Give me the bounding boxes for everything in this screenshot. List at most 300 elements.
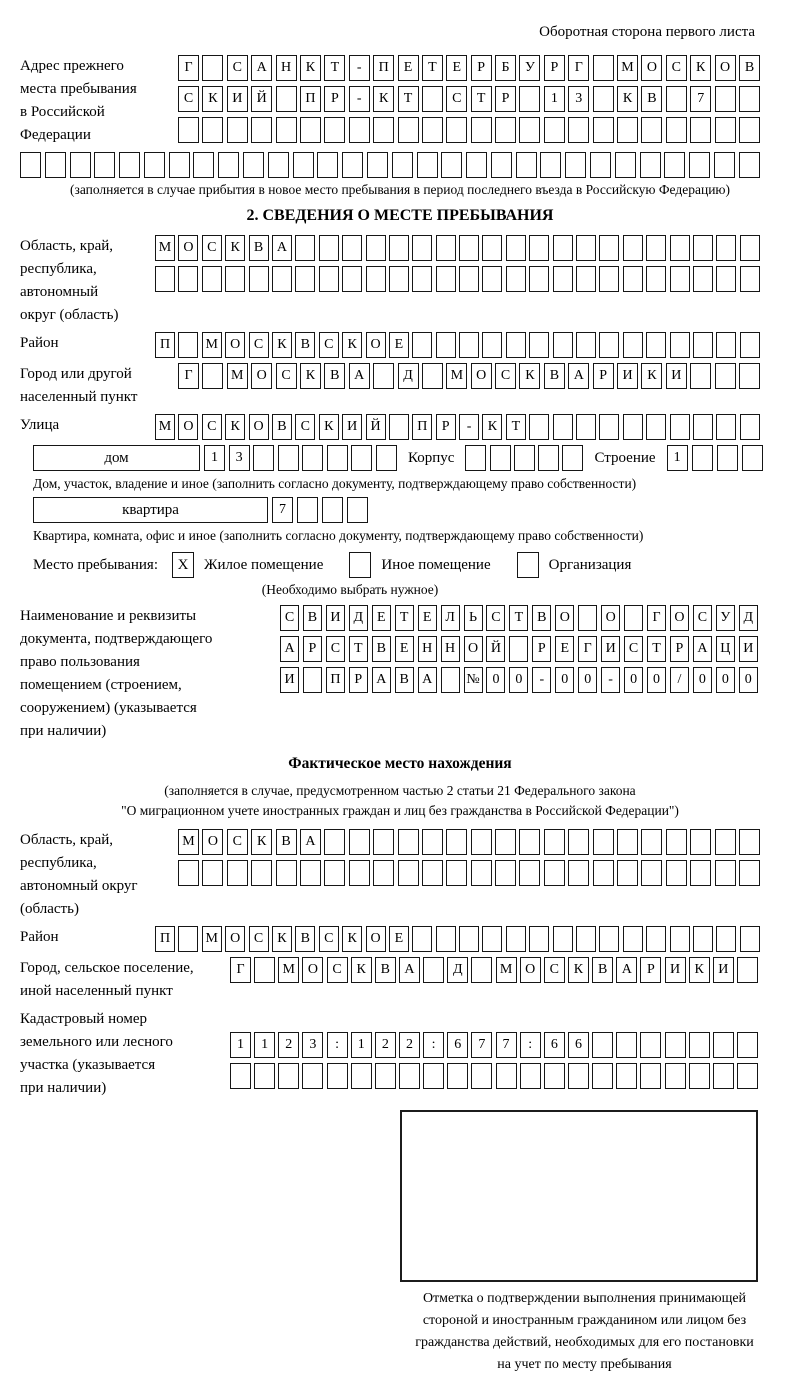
char-cell-empty (295, 235, 315, 261)
house-caption: Дом, участок, владение и иное (заполнить согласно документу, подтверждающему право собственности) (33, 476, 637, 491)
char-cell: О (251, 363, 272, 389)
char-cell-empty (739, 363, 760, 389)
char-cell: И (617, 363, 638, 389)
header-note: Оборотная сторона первого листа (539, 24, 755, 40)
char-cell-empty (690, 860, 711, 886)
char-cell-empty (251, 117, 272, 143)
char-cell: С (227, 829, 248, 855)
char-cell-empty (713, 1032, 734, 1058)
char-cell-empty (715, 86, 736, 112)
char-cell: О (641, 55, 662, 81)
text-line: в Российской (20, 104, 105, 120)
cadastre-grid (230, 1032, 758, 1089)
char-cell: Т (324, 55, 345, 81)
char-cell: 6 (544, 1032, 565, 1058)
char-cell: 2 (278, 1032, 299, 1058)
char-cell-empty (436, 266, 456, 292)
char-cell-empty (319, 266, 339, 292)
char-cell: М (278, 957, 299, 983)
char-cell-empty (529, 414, 549, 440)
checkbox-residential: X (172, 552, 194, 578)
char-cell: А (272, 235, 292, 261)
char-cell-empty (593, 55, 614, 81)
char-cell: И (665, 957, 686, 983)
char-row (230, 1032, 758, 1058)
char-cell-empty (373, 363, 394, 389)
char-cell: С (624, 636, 643, 662)
char-cell-empty (202, 266, 222, 292)
char-cell: Т (506, 414, 526, 440)
char-cell: С (319, 332, 339, 358)
apartment-row (33, 497, 800, 523)
char-cell-empty (617, 117, 638, 143)
char-cell: И (227, 86, 248, 112)
prev-address-grid (178, 55, 760, 143)
char-cell: Ь (464, 605, 483, 631)
city-row (20, 363, 800, 409)
char-cell-empty (690, 363, 711, 389)
text-line: Адрес прежнего (20, 58, 124, 74)
char-cell-empty (495, 829, 516, 855)
char-cell: В (592, 957, 613, 983)
char-cell-empty (366, 266, 386, 292)
char-cell: О (225, 332, 245, 358)
char-row (667, 445, 763, 471)
text-line: Федерации (20, 127, 91, 143)
char-cell-empty (578, 605, 597, 631)
char-cell-empty (519, 117, 540, 143)
char-cell-empty (423, 1063, 444, 1089)
actual-district-label: Район (20, 929, 59, 945)
cadastre-block (20, 1008, 800, 1100)
char-cell-empty (740, 266, 760, 292)
char-cell-empty (254, 1063, 275, 1089)
char-cell-empty (276, 117, 297, 143)
document-grid (280, 605, 758, 693)
char-row (155, 926, 760, 952)
char-cell: - (349, 86, 370, 112)
char-cell: О (178, 414, 198, 440)
char-cell-empty (599, 926, 619, 952)
char-cell: К (272, 332, 292, 358)
char-cell: И (326, 605, 345, 631)
char-cell-empty (303, 667, 322, 693)
char-cell: 0 (693, 667, 712, 693)
char-cell-empty (689, 1063, 710, 1089)
char-cell: 0 (739, 667, 758, 693)
char-cell-empty (742, 445, 763, 471)
char-cell: : (327, 1032, 348, 1058)
char-cell: К (300, 363, 321, 389)
char-cell-empty (254, 957, 275, 983)
char-cell: 7 (272, 497, 293, 523)
actual-location-caption (0, 781, 800, 821)
text-line: гражданства действий, необходимых для его постановки (415, 1335, 754, 1350)
char-cell-empty (623, 235, 643, 261)
region-block (20, 235, 800, 327)
char-cell-empty (576, 332, 596, 358)
char-cell-empty (436, 926, 456, 952)
char-cell-empty (737, 1032, 758, 1058)
char-cell: Р (349, 667, 368, 693)
char-cell: - (601, 667, 620, 693)
char-cell-empty (553, 235, 573, 261)
char-cell: К (568, 957, 589, 983)
char-cell-empty (640, 152, 661, 178)
text-line: республика, (20, 261, 97, 277)
char-cell: О (520, 957, 541, 983)
char-cell-empty (690, 117, 711, 143)
char-cell: И (713, 957, 734, 983)
char-cell-empty (422, 86, 443, 112)
text-line: документа, подтверждающего (20, 631, 213, 647)
char-row (178, 86, 760, 112)
char-cell-empty (94, 152, 115, 178)
char-cell-empty (599, 414, 619, 440)
char-cell: 7 (471, 1032, 492, 1058)
char-cell-empty (544, 829, 565, 855)
char-cell: С (202, 235, 222, 261)
char-cell-empty (641, 117, 662, 143)
option-organization-label: Организация (548, 556, 632, 573)
char-cell: О (366, 926, 386, 952)
char-cell: С (327, 957, 348, 983)
char-cell: О (670, 605, 689, 631)
char-cell-empty (716, 332, 736, 358)
char-cell-empty (351, 445, 372, 471)
char-cell-empty (666, 860, 687, 886)
char-cell: К (251, 829, 272, 855)
char-cell-empty (495, 860, 516, 886)
text-line: земельного или лесного (20, 1034, 173, 1050)
char-cell: М (202, 926, 222, 952)
char-cell-empty (506, 926, 526, 952)
char-cell: П (326, 667, 345, 693)
char-cell-empty (646, 266, 666, 292)
char-cell-empty (670, 926, 690, 952)
checkbox-organization (517, 552, 539, 578)
char-cell-empty (471, 957, 492, 983)
char-cell: Й (366, 414, 386, 440)
char-cell: И (601, 636, 620, 662)
char-cell-empty (20, 152, 41, 178)
char-row (178, 363, 760, 389)
char-cell: А (418, 667, 437, 693)
actual-city-label (20, 957, 230, 1003)
char-cell: О (249, 414, 269, 440)
char-cell-empty (544, 1063, 565, 1089)
char-cell: К (373, 86, 394, 112)
char-cell-empty (471, 829, 492, 855)
actual-region-grid (178, 829, 760, 886)
char-cell-empty (529, 332, 549, 358)
char-cell-empty (471, 860, 492, 886)
char-cell-empty (568, 117, 589, 143)
text-line: Город, сельское поселение, (20, 960, 194, 976)
char-cell: М (227, 363, 248, 389)
char-cell-empty (417, 152, 438, 178)
char-cell-empty (599, 332, 619, 358)
char-cell-empty (693, 332, 713, 358)
char-cell-empty (593, 117, 614, 143)
char-cell-empty (540, 152, 561, 178)
char-cell-empty (459, 332, 479, 358)
char-row (280, 636, 758, 662)
checkbox-other-premises (349, 552, 371, 578)
option-other-premises-label: Иное помещение (381, 556, 491, 573)
char-cell: : (423, 1032, 444, 1058)
char-cell-empty (562, 445, 583, 471)
char-cell: А (280, 636, 299, 662)
char-cell-empty (276, 860, 297, 886)
char-cell: 1 (254, 1032, 275, 1058)
char-cell: К (482, 414, 502, 440)
char-cell-empty (178, 926, 198, 952)
char-cell-empty (739, 117, 760, 143)
char-cell-empty (412, 235, 432, 261)
char-cell-empty (412, 266, 432, 292)
text-line: Город или другой (20, 366, 132, 382)
char-cell-empty (529, 235, 549, 261)
char-cell-empty (436, 332, 456, 358)
char-cell-empty (739, 152, 760, 178)
char-row-full-width (20, 152, 760, 178)
char-cell: С (544, 957, 565, 983)
char-cell-empty (268, 152, 289, 178)
char-cell-empty (459, 266, 479, 292)
char-cell: М (155, 414, 175, 440)
char-cell-empty (506, 266, 526, 292)
district-label: Район (20, 335, 59, 351)
text-line: помещением (строением, (20, 677, 182, 693)
char-cell: Р (640, 957, 661, 983)
char-cell-empty (565, 152, 586, 178)
char-cell-empty (739, 86, 760, 112)
char-cell-empty (666, 829, 687, 855)
char-cell-empty (70, 152, 91, 178)
char-cell-empty (716, 266, 736, 292)
char-cell: С (486, 605, 505, 631)
document-block (20, 605, 800, 743)
char-cell: 0 (555, 667, 574, 693)
char-cell: В (532, 605, 551, 631)
char-cell-empty (392, 152, 413, 178)
char-cell-empty (716, 235, 736, 261)
char-cell-empty (715, 829, 736, 855)
char-row (272, 497, 368, 523)
char-cell-empty (349, 829, 370, 855)
char-cell: Т (395, 605, 414, 631)
char-cell-empty (317, 152, 338, 178)
char-cell-empty (375, 1063, 396, 1089)
char-cell: Д (349, 605, 368, 631)
char-cell: Г (568, 55, 589, 81)
char-cell: Д (739, 605, 758, 631)
char-cell: Е (372, 605, 391, 631)
char-cell: В (544, 363, 565, 389)
text-line: Отметка о подтверждении выполнения принимающей (422, 1291, 747, 1306)
choose-caption: (Необходимо выбрать нужное) (261, 582, 439, 597)
char-cell: Р (436, 414, 456, 440)
char-cell-empty (324, 117, 345, 143)
char-cell-empty (715, 860, 736, 886)
char-cell: К (300, 55, 321, 81)
char-cell: Г (178, 55, 199, 81)
char-cell-empty (593, 829, 614, 855)
char-cell: Б (495, 55, 516, 81)
char-cell: М (155, 235, 175, 261)
char-cell: Р (324, 86, 345, 112)
char-cell: Е (555, 636, 574, 662)
text-line: Наименование и реквизиты (20, 608, 197, 624)
street-row (20, 414, 800, 440)
char-cell-empty (666, 86, 687, 112)
char-cell: 1 (230, 1032, 251, 1058)
char-cell: В (276, 829, 297, 855)
char-cell: Т (349, 636, 368, 662)
text-line: стороной и иностранным гражданином или лицом без (422, 1313, 747, 1328)
char-cell: 0 (486, 667, 505, 693)
char-cell-empty (302, 445, 323, 471)
char-cell: К (351, 957, 372, 983)
char-cell-empty (324, 829, 345, 855)
char-cell-empty (670, 235, 690, 261)
char-cell-empty (243, 152, 264, 178)
text-line: населенный пункт (20, 389, 138, 405)
char-cell-empty (459, 235, 479, 261)
char-cell-empty (529, 266, 549, 292)
char-cell-empty (665, 1032, 686, 1058)
stay-type-label: Место пребывания: (33, 556, 158, 573)
char-cell-empty (623, 926, 643, 952)
char-cell-empty (519, 86, 540, 112)
char-cell: М (202, 332, 222, 358)
char-cell-empty (664, 152, 685, 178)
char-cell-empty (693, 235, 713, 261)
char-cell: Д (398, 363, 419, 389)
char-cell: 1 (544, 86, 565, 112)
char-cell: К (641, 363, 662, 389)
char-cell: М (496, 957, 517, 983)
char-cell: 3 (568, 86, 589, 112)
char-cell: М (617, 55, 638, 81)
char-cell-empty (689, 1032, 710, 1058)
char-cell-empty (670, 414, 690, 440)
char-cell: Е (446, 55, 467, 81)
char-cell-empty (641, 829, 662, 855)
text-line: Область, край, (20, 832, 114, 848)
char-cell-empty (251, 860, 272, 886)
char-cell-empty (202, 363, 223, 389)
char-cell-empty (446, 117, 467, 143)
char-cell: 3 (229, 445, 250, 471)
char-cell-empty (740, 332, 760, 358)
text-line: при наличии) (20, 1080, 107, 1096)
char-cell: А (349, 363, 370, 389)
char-cell: С (276, 363, 297, 389)
char-cell-empty (490, 445, 511, 471)
char-cell-empty (739, 860, 760, 886)
char-cell-empty (319, 235, 339, 261)
char-cell: О (471, 363, 492, 389)
city-label (20, 363, 178, 409)
char-cell-empty (342, 152, 363, 178)
char-cell-empty (155, 266, 175, 292)
char-cell: Р (532, 636, 551, 662)
char-cell: 7 (690, 86, 711, 112)
char-cell: П (412, 414, 432, 440)
char-cell: Н (441, 636, 460, 662)
char-cell-empty (491, 152, 512, 178)
char-cell-empty (482, 332, 502, 358)
char-cell-empty (641, 860, 662, 886)
char-cell: 6 (568, 1032, 589, 1058)
actual-city-row (20, 957, 800, 1003)
char-cell-empty (202, 55, 223, 81)
prev-address-label (20, 55, 178, 147)
char-cell: 0 (509, 667, 528, 693)
char-cell-empty (441, 667, 460, 693)
char-cell-empty (576, 235, 596, 261)
apartment-caption: Квартира, комната, офис и иное (заполнить согласно документу, подтверждающему право собственности) (33, 528, 644, 543)
char-cell-empty (690, 829, 711, 855)
section2-title: 2. СВЕДЕНИЯ О МЕСТЕ ПРЕБЫВАНИЯ (246, 207, 554, 224)
char-cell-empty (693, 266, 713, 292)
char-row (155, 414, 760, 440)
char-row (178, 860, 760, 886)
char-cell: О (366, 332, 386, 358)
actual-location-title: Фактическое место нахождения (288, 755, 512, 772)
char-cell-empty (496, 1063, 517, 1089)
char-cell-empty (693, 926, 713, 952)
char-cell-empty (506, 332, 526, 358)
actual-region-block (20, 829, 800, 921)
char-cell-empty (178, 332, 198, 358)
text-line: Область, край, (20, 238, 114, 254)
char-cell-empty (495, 117, 516, 143)
stroenie-label: Строение (594, 450, 656, 466)
char-cell-empty (568, 1063, 589, 1089)
char-cell-empty (227, 117, 248, 143)
char-cell-empty (447, 1063, 468, 1089)
char-cell-empty (349, 860, 370, 886)
text-line: места пребывания (20, 81, 137, 97)
char-cell-empty (520, 1063, 541, 1089)
char-cell: С (249, 926, 269, 952)
char-cell-empty (482, 926, 502, 952)
char-cell: О (302, 957, 323, 983)
char-cell-empty (422, 117, 443, 143)
char-cell-empty (568, 860, 589, 886)
char-cell-empty (295, 266, 315, 292)
char-cell: П (300, 86, 321, 112)
char-cell: : (520, 1032, 541, 1058)
char-row (280, 605, 758, 631)
text-line: иной населенный пункт (20, 983, 173, 999)
document-label (20, 605, 280, 743)
char-cell: Й (486, 636, 505, 662)
char-cell-empty (576, 414, 596, 440)
actual-region-label (20, 829, 178, 921)
char-cell-empty (322, 497, 343, 523)
char-row (178, 829, 760, 855)
char-cell: - (459, 414, 479, 440)
char-cell-empty (327, 445, 348, 471)
char-cell-empty (509, 636, 528, 662)
char-cell: С (666, 55, 687, 81)
char-cell: П (155, 926, 175, 952)
char-cell: К (342, 332, 362, 358)
